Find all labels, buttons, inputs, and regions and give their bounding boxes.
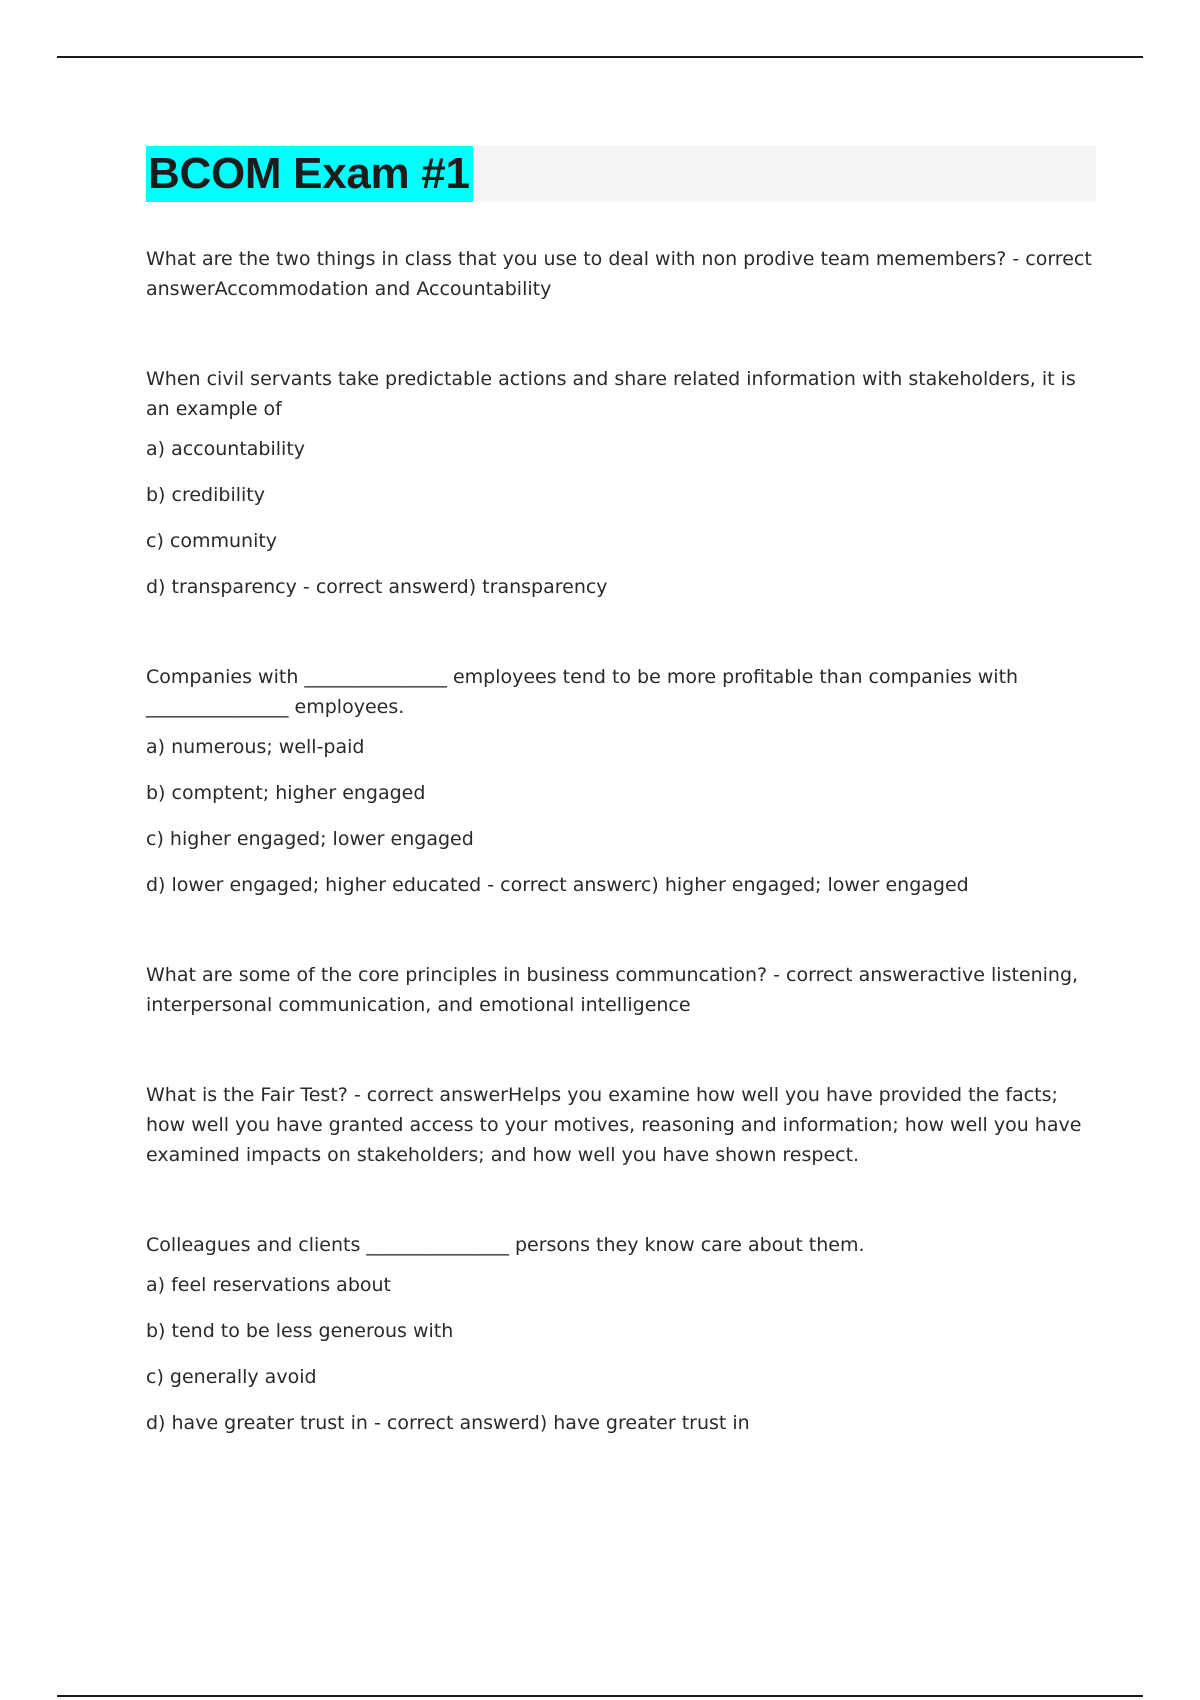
answer-option: a) feel reservations about — [146, 1274, 392, 1296]
qa-item — [146, 662, 1096, 900]
question-text: Colleagues and clients _______________ persons they know care about them. — [146, 1234, 865, 1256]
answer-option: d) lower engaged; higher educated - correct answerc) higher engaged; lower engaged — [146, 874, 969, 896]
qa-item — [146, 244, 1096, 304]
document-body — [146, 146, 1096, 1498]
answer-option: b) credibility — [146, 484, 265, 506]
answer-option: d) have greater trust in - correct answerd) have greater trust in — [146, 1412, 750, 1434]
question-text: What are some of the core principles in business communcation? - correct answeractive listening, interpersonal communication, and emotional intelligence — [146, 964, 1079, 1016]
answer-option: b) tend to be less generous with — [146, 1320, 454, 1342]
answer-option: b) comptent; higher engaged — [146, 782, 426, 804]
answer-option: c) community — [146, 530, 278, 552]
answer-option: a) accountability — [146, 438, 306, 460]
question-text: When civil servants take predictable actions and share related information with stakeholders, it is an example of — [146, 368, 1076, 420]
title-band — [146, 146, 1096, 202]
document-title: BCOM Exam #1 — [146, 146, 473, 202]
bottom-rule — [57, 1695, 1143, 1697]
answer-option: d) transparency - correct answerd) transparency — [146, 576, 608, 598]
question-text: What are the two things in class that you use to deal with non prodive team memembers? - correct answerAccommodation and Accountability — [146, 248, 1092, 300]
qa-item — [146, 1230, 1096, 1438]
answer-option: a) numerous; well-paid — [146, 736, 365, 758]
qa-item — [146, 1080, 1096, 1170]
answer-option: c) higher engaged; lower engaged — [146, 828, 474, 850]
qa-item — [146, 960, 1096, 1020]
answer-option: c) generally avoid — [146, 1366, 317, 1388]
question-text: Companies with _______________ employees tend to be more profitable than companies with _______________ employees. — [146, 666, 1019, 718]
question-text: What is the Fair Test? - correct answerHelps you examine how well you have provided the facts; how well you have granted access to your motives, reasoning and information; how well you have examined impacts on stakeholders; and how well you have shown respect. — [146, 1084, 1082, 1166]
qa-item — [146, 364, 1096, 602]
top-rule — [57, 56, 1143, 58]
